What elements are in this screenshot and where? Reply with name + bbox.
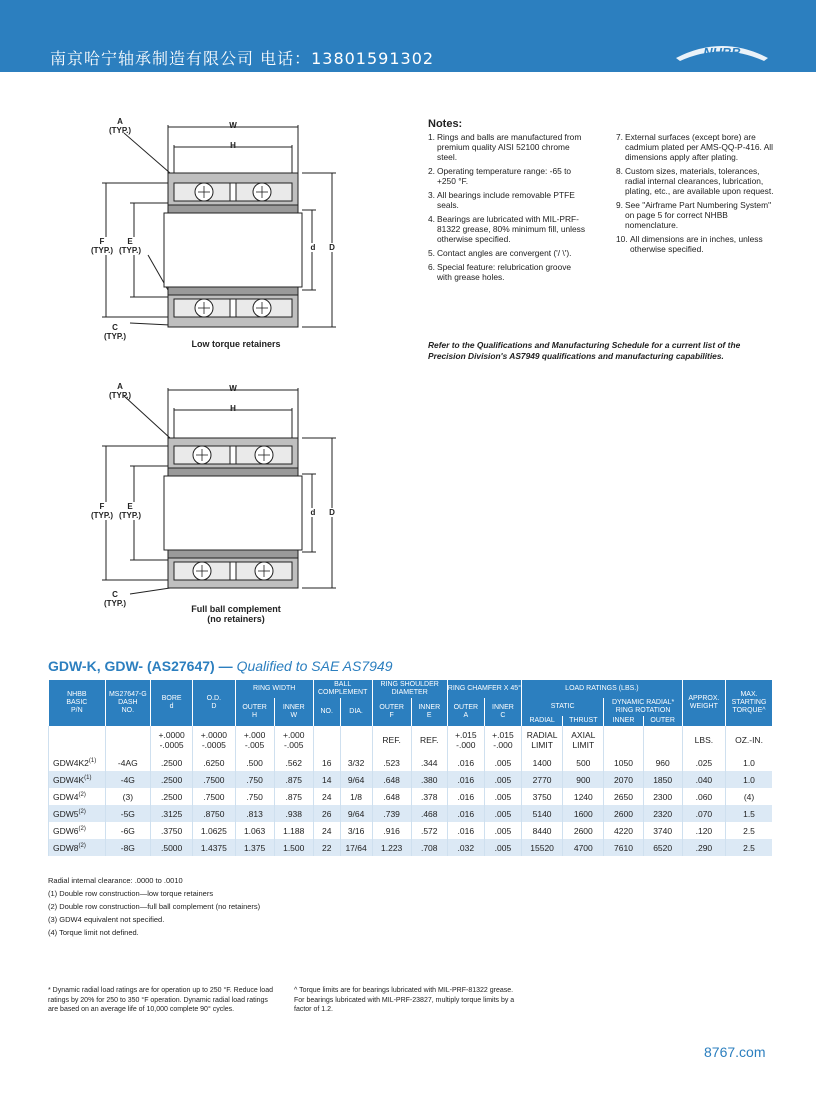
cell-dyn-inner: 4220 bbox=[604, 822, 643, 839]
label-e: E (TYP.) bbox=[116, 502, 144, 520]
cell-od: .8750 bbox=[193, 805, 235, 822]
col-dynamic-outer: OUTER bbox=[643, 716, 682, 726]
cell-dia: 3/16 bbox=[340, 822, 372, 839]
cell-a: .016 bbox=[447, 805, 484, 822]
note-item: 2. Operating temperature range: -65 to +250 °F. bbox=[428, 166, 572, 186]
cell-torque: 2.5 bbox=[726, 822, 772, 839]
cell-w: 1.500 bbox=[274, 839, 313, 856]
tolerance-cell bbox=[340, 726, 372, 754]
cell-h: 1.375 bbox=[235, 839, 274, 856]
tolerance-cell: OZ.-IN. bbox=[726, 726, 772, 754]
qualifications-reference-text: Refer to the Qualifications and Manufacturing Schedule for a current list of the Precision Division's AS7949 qualifications and manufacturing capabilities. bbox=[428, 340, 741, 361]
tolerance-cell: REF. bbox=[411, 726, 447, 754]
cell-torque: 1.0 bbox=[726, 754, 772, 771]
cell-od: 1.4375 bbox=[193, 839, 235, 856]
col-outer-f: OUTER F bbox=[372, 698, 411, 726]
col-ball-no: NO. bbox=[313, 698, 340, 726]
cell-c: .005 bbox=[484, 805, 521, 822]
part-number-cell: GDW4K2$^{(1)}$ bbox=[49, 754, 106, 771]
label-h: H bbox=[230, 141, 236, 150]
col-torque: MAX. STARTING TORQUE^ bbox=[726, 680, 772, 726]
cell-a: .016 bbox=[447, 754, 484, 771]
cell-a: .016 bbox=[447, 771, 484, 788]
cell-weight: .120 bbox=[682, 822, 725, 839]
table-row bbox=[49, 788, 773, 805]
tolerance-cell: +.0000 -.0005 bbox=[151, 726, 193, 754]
col-ball-complement: BALL COMPLEMENT bbox=[313, 680, 372, 698]
cell-e: .380 bbox=[411, 771, 447, 788]
qualification-title: Qualified to SAE AS7949 bbox=[236, 658, 393, 674]
cell-c: .005 bbox=[484, 771, 521, 788]
label-d-small: d bbox=[308, 508, 318, 517]
cell-dyn-inner: 1050 bbox=[604, 754, 643, 771]
notes-column-left bbox=[428, 132, 588, 286]
note-item: 9. See "Airframe Part Numbering System" on page 5 for correct NHBB nomenclature. bbox=[616, 200, 772, 230]
cell-w: .938 bbox=[274, 805, 313, 822]
cell-thrust: 900 bbox=[563, 771, 604, 788]
cell-c: .005 bbox=[484, 788, 521, 805]
cell-thrust: 1600 bbox=[563, 805, 604, 822]
bearing-spec-table bbox=[48, 680, 772, 856]
cell-h: .750 bbox=[235, 788, 274, 805]
note-item: 10. All dimensions are in inches, unless otherwise specified. bbox=[616, 234, 763, 254]
series-title: GDW-K, GDW- (AS27647) — bbox=[48, 658, 233, 674]
logo-text: NHBB bbox=[703, 45, 741, 60]
col-static: STATIC bbox=[521, 698, 603, 716]
col-static-thrust: THRUST bbox=[563, 716, 604, 726]
cell-torque: 1.0 bbox=[726, 771, 772, 788]
footnote: (1) Double row construction—low torque retainers bbox=[48, 889, 214, 898]
col-dynamic: DYNAMIC RADIAL* RING ROTATION bbox=[604, 698, 682, 716]
part-number-cell: $GDW4K^{(1)}$ bbox=[49, 771, 106, 788]
cell-dyn-outer: 2300 bbox=[643, 788, 682, 805]
spec-table-body bbox=[49, 726, 773, 856]
col-outer-a: OUTER A bbox=[447, 698, 484, 726]
cell-f: .523 bbox=[372, 754, 411, 771]
cell-no: 24 bbox=[313, 788, 340, 805]
tolerance-cell bbox=[313, 726, 340, 754]
cell-e: .344 bbox=[411, 754, 447, 771]
cell-od: 1.0625 bbox=[193, 822, 235, 839]
label-c: C (TYP.) bbox=[103, 590, 127, 608]
page-header bbox=[0, 0, 816, 72]
table-row bbox=[49, 839, 773, 856]
part-number-cell: GDW8$^{(2)}$ bbox=[49, 839, 106, 856]
cell-dyn-outer: 960 bbox=[643, 754, 682, 771]
cell-bore: .3750 bbox=[151, 822, 193, 839]
label-w: W bbox=[229, 121, 237, 130]
label-h: H bbox=[230, 404, 236, 413]
note-item: 4. Bearings are lubricated with MIL-PRF-81322 grease, 80% minimum fill, unless otherwise specified. bbox=[428, 214, 586, 244]
label-w: W bbox=[229, 384, 237, 393]
col-ring-shoulder: RING SHOULDER DIAMETER bbox=[372, 680, 447, 698]
cell-no: 26 bbox=[313, 805, 340, 822]
bearing-diagram-full-complement bbox=[90, 382, 350, 627]
footnote: Radial internal clearance: .0000 to .0010 bbox=[48, 876, 183, 885]
cell-f: 1.223 bbox=[372, 839, 411, 856]
label-a: A (TYP.) bbox=[108, 117, 132, 135]
table-footnotes bbox=[48, 874, 260, 939]
table-row bbox=[49, 822, 773, 839]
label-d-big: D bbox=[326, 243, 338, 252]
tolerance-cell: +.0000 -.0005 bbox=[193, 726, 235, 754]
cell-weight: .290 bbox=[682, 839, 725, 856]
cell-dyn-outer: 6520 bbox=[643, 839, 682, 856]
label-f: F (TYP.) bbox=[90, 237, 114, 255]
note-item: 3. All bearings include removable PTFE seals. bbox=[428, 190, 575, 210]
note-item: 6. Special feature: relubrication groove with grease holes. bbox=[428, 262, 572, 282]
tolerance-row bbox=[49, 726, 773, 754]
cell-dia: 3/32 bbox=[340, 754, 372, 771]
cell-no: 14 bbox=[313, 771, 340, 788]
note-item: 5. Contact angles are convergent ('/ \'). bbox=[428, 248, 572, 258]
cell-dyn-outer: 2320 bbox=[643, 805, 682, 822]
col-od: O.D. D bbox=[193, 680, 235, 726]
col-weight: APPROX. WEIGHT bbox=[682, 680, 725, 726]
site-watermark: 8767.com bbox=[704, 1044, 766, 1060]
cell-torque: (4) bbox=[726, 788, 772, 805]
torque-limit-note: ^ Torque limits are for bearings lubricated with MIL-PRF-81322 grease. For bearings lubricated with MIL-PRF-23827, multiply torque limits by a factor of 1.2. bbox=[294, 987, 515, 1013]
tolerance-cell: LBS. bbox=[682, 726, 725, 754]
tolerance-cell: AXIAL LIMIT bbox=[563, 726, 604, 754]
tolerance-cell: +.015 -.000 bbox=[484, 726, 521, 754]
cell-dyn-inner: 2070 bbox=[604, 771, 643, 788]
label-e: E (TYP.) bbox=[116, 237, 144, 255]
diagram-caption-low-torque: Low torque retainers bbox=[191, 339, 281, 349]
cell-f: .648 bbox=[372, 788, 411, 805]
col-static-radial: RADIAL bbox=[521, 716, 562, 726]
col-dynamic-inner: INNER bbox=[604, 716, 643, 726]
notes-title: Notes: bbox=[428, 118, 463, 130]
tolerance-cell: +.015 -.000 bbox=[447, 726, 484, 754]
nhbb-logo bbox=[672, 40, 772, 62]
cell-e: .708 bbox=[411, 839, 447, 856]
cell-bore: .2500 bbox=[151, 788, 193, 805]
col-ring-width: RING WIDTH bbox=[235, 680, 313, 698]
tolerance-cell bbox=[105, 726, 150, 754]
tolerance-cell: REF. bbox=[372, 726, 411, 754]
dynamic-load-note: * Dynamic radial load ratings are for operation up to 250 °F. Reduce load ratings by 20% for 250 to 350 °F operation. Dynamic radial load ratings are based on an average life of 10,000 complete 90° cycles. bbox=[48, 987, 273, 1013]
cell-radial: 15520 bbox=[521, 839, 562, 856]
cell-h: .750 bbox=[235, 771, 274, 788]
cell-dyn-inner: 2650 bbox=[604, 788, 643, 805]
col-ms-dash: MS27647-G DASH NO. bbox=[105, 680, 150, 726]
cell-dyn-inner: 7610 bbox=[604, 839, 643, 856]
cell-bore: .5000 bbox=[151, 839, 193, 856]
section-title bbox=[48, 658, 393, 674]
cell-od: .7500 bbox=[193, 771, 235, 788]
col-bore: BORE d bbox=[151, 680, 193, 726]
cell-h: .500 bbox=[235, 754, 274, 771]
cell-c: .005 bbox=[484, 839, 521, 856]
cell-dash: -4AG bbox=[105, 754, 150, 771]
cell-dia: 9/64 bbox=[340, 805, 372, 822]
cell-f: .916 bbox=[372, 822, 411, 839]
footnote: (2) Double row construction—full ball complement (no retainers) bbox=[48, 902, 261, 911]
label-c: C (TYP.) bbox=[103, 323, 127, 341]
cell-dyn-outer: 1850 bbox=[643, 771, 682, 788]
tolerance-cell bbox=[49, 726, 106, 754]
cell-a: .016 bbox=[447, 822, 484, 839]
cell-f: .648 bbox=[372, 771, 411, 788]
part-number-cell: GDW5$^{(2)}$ bbox=[49, 805, 106, 822]
label-a: A (TYP.) bbox=[108, 382, 132, 400]
cell-dash: -5G bbox=[105, 805, 150, 822]
notes-column-right bbox=[616, 132, 776, 258]
cell-dash: (3) bbox=[105, 788, 150, 805]
diagram-caption-full-complement: Full ball complement (no retainers) bbox=[191, 604, 281, 624]
bearing-diagram-low-torque bbox=[90, 115, 350, 355]
cell-w: 1.188 bbox=[274, 822, 313, 839]
cell-torque: 2.5 bbox=[726, 839, 772, 856]
footnote: (3) GDW4 equivalent not specified. bbox=[48, 915, 165, 924]
part-number-cell: GDW4$^{(2)}$ bbox=[49, 788, 106, 805]
cell-thrust: 4700 bbox=[563, 839, 604, 856]
col-inner-e: INNER E bbox=[411, 698, 447, 726]
cell-dia: 17/64 bbox=[340, 839, 372, 856]
tolerance-cell: RADIAL LIMIT bbox=[521, 726, 562, 754]
cell-h: 1.063 bbox=[235, 822, 274, 839]
label-d-big: D bbox=[326, 508, 338, 517]
cell-c: .005 bbox=[484, 822, 521, 839]
cell-radial: 8440 bbox=[521, 822, 562, 839]
cell-bore: .2500 bbox=[151, 754, 193, 771]
col-ball-dia: DIA. bbox=[340, 698, 372, 726]
tolerance-cell: +.000 -.005 bbox=[235, 726, 274, 754]
cell-dash: -6G bbox=[105, 822, 150, 839]
cell-dash: -8G bbox=[105, 839, 150, 856]
cell-a: .016 bbox=[447, 788, 484, 805]
cell-h: .813 bbox=[235, 805, 274, 822]
cell-radial: 3750 bbox=[521, 788, 562, 805]
cell-radial: 1400 bbox=[521, 754, 562, 771]
cell-weight: .040 bbox=[682, 771, 725, 788]
label-d-small: d bbox=[308, 243, 318, 252]
label-f: F (TYP.) bbox=[90, 502, 114, 520]
cell-weight: .070 bbox=[682, 805, 725, 822]
note-item: 1. Rings and balls are manufactured from premium quality AISI 52100 chrome steel. bbox=[428, 132, 582, 162]
cell-e: .468 bbox=[411, 805, 447, 822]
cell-thrust: 500 bbox=[563, 754, 604, 771]
cell-torque: 1.5 bbox=[726, 805, 772, 822]
bearing-drawing-1 bbox=[90, 115, 350, 355]
cell-thrust: 2600 bbox=[563, 822, 604, 839]
cell-a: .032 bbox=[447, 839, 484, 856]
cell-dia: 1/8 bbox=[340, 788, 372, 805]
table-row bbox=[49, 771, 773, 788]
cell-od: .7500 bbox=[193, 788, 235, 805]
cell-dyn-outer: 3740 bbox=[643, 822, 682, 839]
col-inner-c: INNER C bbox=[484, 698, 521, 726]
col-inner-w: INNER W bbox=[274, 698, 313, 726]
tolerance-cell: +.000 -.005 bbox=[274, 726, 313, 754]
col-nhbb-pn: NHBB BASIC P/N bbox=[49, 680, 106, 726]
cell-thrust: 1240 bbox=[563, 788, 604, 805]
header-contact-text: 南京哈宁轴承制造有限公司 电话：13801591302 bbox=[50, 49, 435, 68]
part-number-cell: GDW6$^{(2)}$ bbox=[49, 822, 106, 839]
cell-no: 24 bbox=[313, 822, 340, 839]
tolerance-cell bbox=[643, 726, 682, 754]
cell-bore: .3125 bbox=[151, 805, 193, 822]
tolerance-cell bbox=[604, 726, 643, 754]
cell-bore: .2500 bbox=[151, 771, 193, 788]
cell-no: 16 bbox=[313, 754, 340, 771]
cell-dia: 9/64 bbox=[340, 771, 372, 788]
cell-c: .005 bbox=[484, 754, 521, 771]
col-ring-chamfer: RING CHAMFER X 45° bbox=[447, 680, 521, 698]
col-outer-h: OUTER H bbox=[235, 698, 274, 726]
cell-od: .6250 bbox=[193, 754, 235, 771]
cell-e: .378 bbox=[411, 788, 447, 805]
cell-weight: .025 bbox=[682, 754, 725, 771]
cell-f: .739 bbox=[372, 805, 411, 822]
cell-weight: .060 bbox=[682, 788, 725, 805]
table-row bbox=[49, 754, 773, 771]
note-item: 7. External surfaces (except bore) are cadmium plated per AMS-QQ-P-416. All dimensions apply after plating. bbox=[616, 132, 774, 162]
cell-dash: -4G bbox=[105, 771, 150, 788]
cell-w: .875 bbox=[274, 788, 313, 805]
cell-e: .572 bbox=[411, 822, 447, 839]
note-item: 8. Custom sizes, materials, tolerances, radial internal clearances, lubrication, plating, etc., are available upon request. bbox=[616, 166, 774, 196]
footnote: (4) Torque limit not defined. bbox=[48, 928, 139, 937]
table-row bbox=[49, 805, 773, 822]
cell-w: .875 bbox=[274, 771, 313, 788]
cell-radial: 5140 bbox=[521, 805, 562, 822]
cell-w: .562 bbox=[274, 754, 313, 771]
header-row-1 bbox=[49, 680, 773, 698]
cell-no: 22 bbox=[313, 839, 340, 856]
cell-dyn-inner: 2600 bbox=[604, 805, 643, 822]
cell-radial: 2770 bbox=[521, 771, 562, 788]
col-load-ratings: LOAD RATINGS (LBS.) bbox=[521, 680, 682, 698]
